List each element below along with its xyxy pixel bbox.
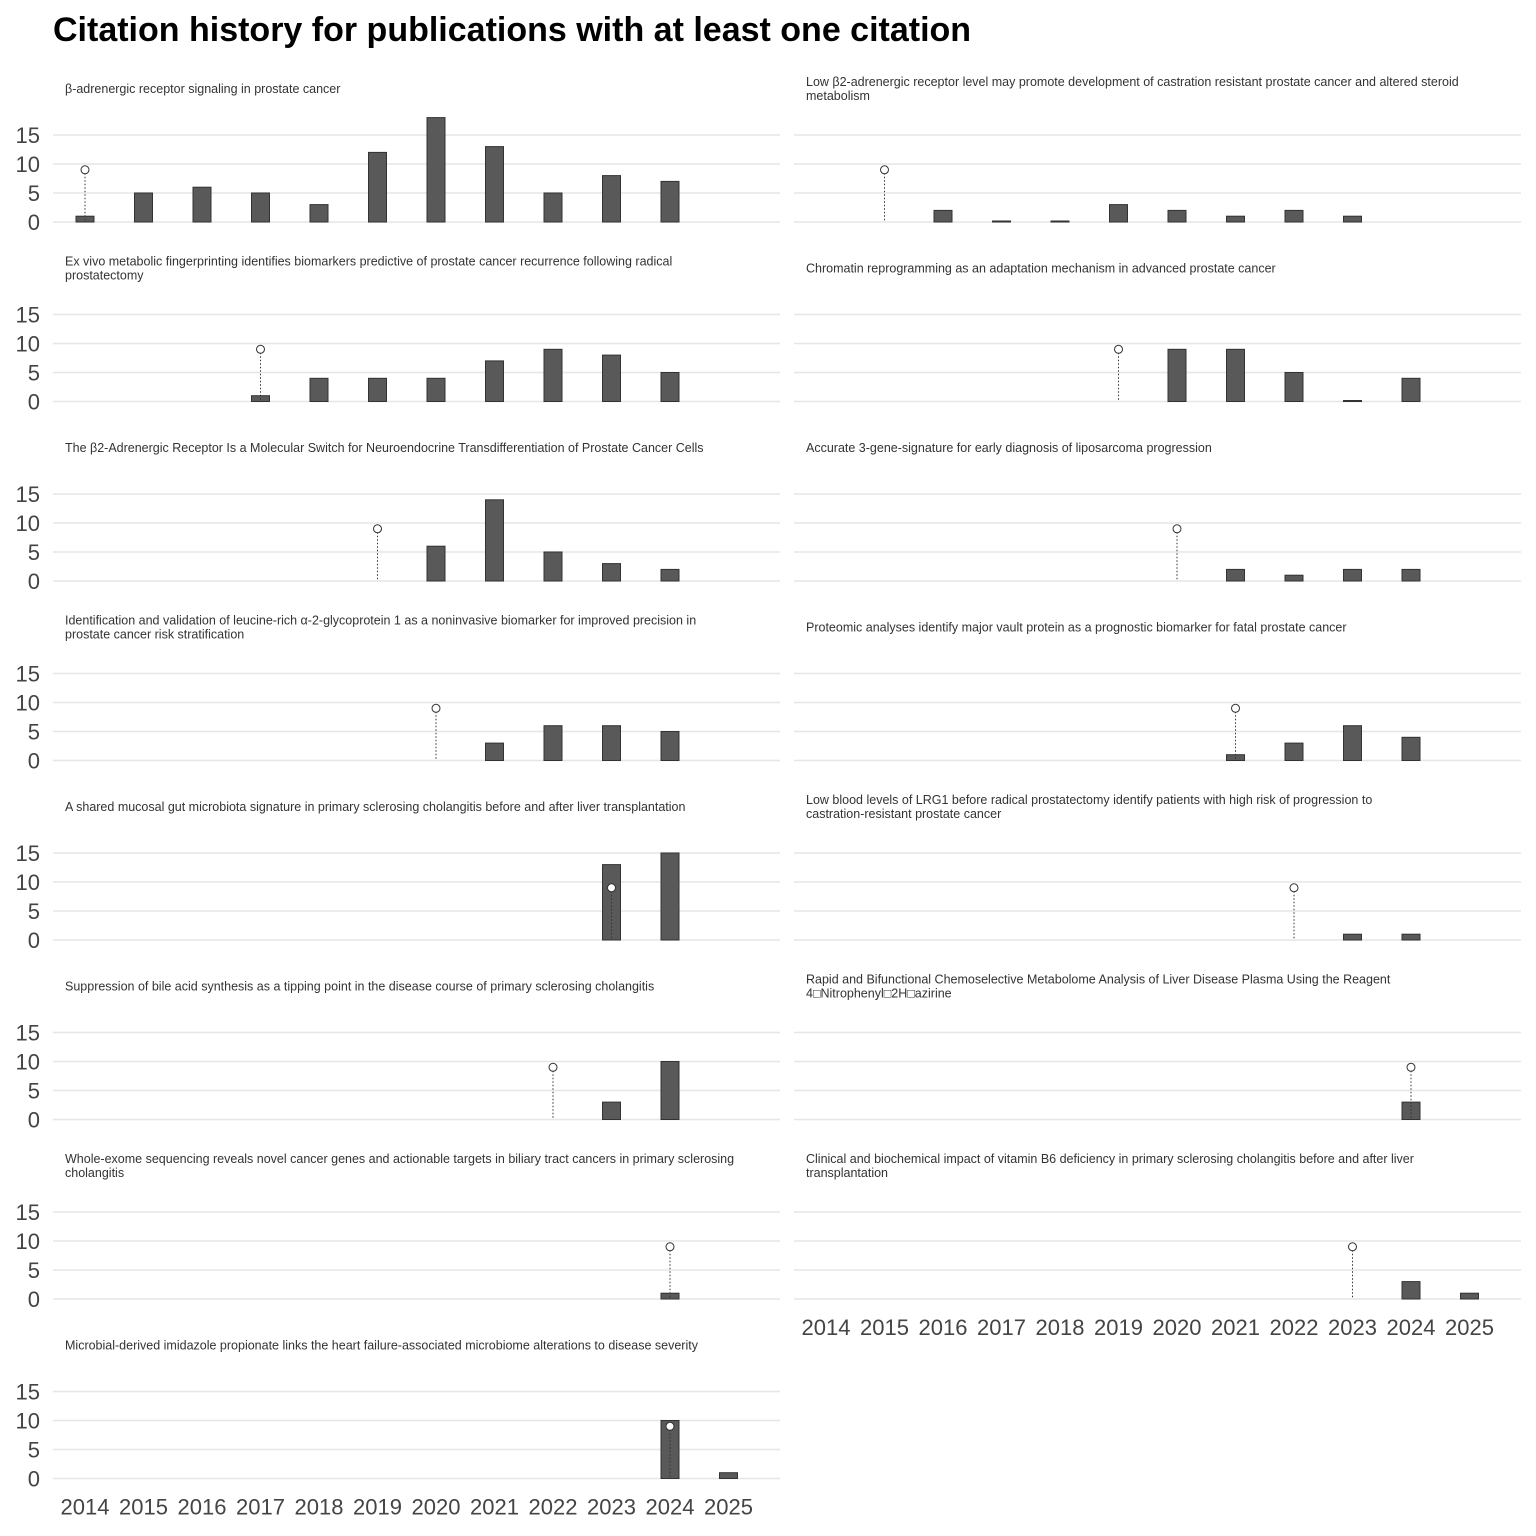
bar-2024 (1402, 934, 1420, 940)
bar-2024 (1402, 569, 1420, 581)
panel-title: Suppression of bile acid synthesis as a tipping point in the disease course of primary sclerosing cholangitis (65, 979, 655, 994)
bar-2023 (603, 726, 621, 761)
x-tick-label: 2020 (1152, 1315, 1202, 1340)
y-tick-label: 0 (27, 389, 40, 415)
x-tick-label: 2015 (860, 1315, 909, 1340)
x-tick-label: 2019 (353, 1494, 402, 1520)
bar-2015 (135, 193, 153, 222)
bar-2022 (544, 193, 562, 222)
panel-title: Chromatin reprogramming as an adaptation mechanism in advanced prostate cancer (806, 261, 1276, 276)
panel-8 (794, 621, 1521, 761)
y-tick-label: 5 (27, 1258, 40, 1283)
bar-2025 (1461, 1293, 1479, 1299)
x-tick-label: 2016 (177, 1494, 227, 1520)
bar-2023 (1344, 216, 1362, 222)
x-tick-label: 2020 (411, 1494, 461, 1520)
publication-marker (549, 1063, 557, 1071)
x-tick-label: 2025 (1445, 1315, 1494, 1340)
bar-2023 (603, 355, 621, 401)
panel-5 (16, 441, 780, 594)
y-tick-label: 10 (15, 1229, 40, 1254)
panel-title: prostate cancer risk stratification (65, 627, 245, 642)
y-tick-label: 10 (15, 690, 40, 716)
y-tick-label: 0 (27, 1466, 40, 1492)
panel-title: Proteomic analyses identify major vault protein as a prognostic biomarker for fatal prostate cancer (806, 620, 1347, 635)
bar-2017 (993, 221, 1011, 222)
x-tick-label: 2023 (1328, 1315, 1377, 1340)
y-tick-label: 5 (27, 899, 40, 924)
bar-2022 (1285, 210, 1303, 222)
panel-3 (16, 255, 780, 415)
y-tick-label: 10 (15, 331, 40, 357)
publication-marker (1232, 704, 1240, 712)
y-tick-label: 15 (15, 1200, 40, 1225)
panel-1 (16, 82, 780, 235)
y-tick-label: 0 (27, 928, 40, 953)
bar-2024 (661, 853, 679, 940)
bar-2018 (310, 378, 328, 401)
y-tick-label: 10 (15, 1049, 40, 1075)
bar-2024 (661, 373, 679, 402)
bar-2018 (1051, 221, 1069, 222)
bar-2024 (661, 181, 679, 222)
y-tick-label: 5 (27, 1078, 40, 1104)
bar-2023 (1344, 726, 1362, 761)
y-tick-label: 0 (27, 1107, 40, 1133)
x-tick-label: 2018 (294, 1494, 344, 1520)
bar-2024 (1402, 1282, 1420, 1299)
publication-marker (374, 525, 382, 533)
panel-12 (794, 973, 1521, 1120)
bar-2024 (1402, 378, 1420, 401)
bar-2019 (369, 152, 387, 222)
y-tick-label: 15 (15, 661, 40, 687)
publication-marker (666, 1243, 674, 1251)
panel-title: Identification and validation of leucine-rich α-2-glycoprotein 1 as a noninvasive biomarker for improved precision in (65, 613, 697, 628)
panel-title: A shared mucosal gut microbiota signature in primary sclerosing cholangitis before and after liver transplantation (65, 800, 686, 814)
publication-marker (1115, 345, 1123, 353)
panel-title: Ex vivo metabolic fingerprinting identifies biomarkers predictive of prostate cancer recurrence following radical (65, 254, 673, 269)
bar-2016 (193, 187, 211, 222)
panel-7 (16, 614, 780, 774)
bar-2024 (661, 732, 679, 761)
panel-10 (794, 793, 1521, 940)
bar-2024 (661, 569, 679, 581)
y-tick-label: 10 (15, 1408, 40, 1434)
panel-13 (16, 1152, 780, 1312)
y-tick-label: 0 (27, 569, 40, 594)
bar-2021 (486, 743, 504, 760)
bar-2022 (544, 552, 562, 581)
bar-2023 (603, 1102, 621, 1119)
publication-marker (608, 884, 616, 892)
bar-2020 (427, 378, 445, 401)
y-tick-label: 0 (27, 1287, 40, 1312)
x-tick-label: 2014 (801, 1315, 851, 1340)
y-tick-label: 5 (27, 540, 40, 565)
bar-2023 (603, 564, 621, 581)
panel-title: Low blood levels of LRG1 before radical prostatectomy identify patients with high risk of progression to (806, 793, 1373, 807)
x-tick-label: 2024 (1386, 1315, 1436, 1340)
panel-title: Rapid and Bifunctional Chemoselective Metabolome Analysis of Liver Disease Plasma Using the Reagent (806, 972, 1391, 987)
bar-2021 (486, 500, 504, 581)
x-tick-label: 2022 (1269, 1315, 1319, 1340)
x-tick-label: 2022 (528, 1494, 578, 1520)
x-tick-label: 2024 (645, 1494, 695, 1520)
bar-2023 (1344, 934, 1362, 940)
bar-2020 (427, 118, 445, 222)
x-tick-label: 2019 (1094, 1315, 1143, 1340)
panel-title: castration-resistant prostate cancer (806, 807, 1002, 821)
publication-marker (1173, 525, 1181, 533)
panel-title: prostatectomy (65, 268, 144, 283)
panel-title: Microbial-derived imidazole propionate links the heart failure-associated microbiome alterations to disease severity (65, 1338, 698, 1353)
chart-title: Citation history for publications with at least one citation (53, 11, 972, 49)
bar-2017 (252, 193, 270, 222)
bar-2020 (427, 546, 445, 581)
x-tick-label: 2018 (1035, 1315, 1085, 1340)
y-tick-label: 10 (15, 870, 40, 895)
panel-title: 4□Nitrophenyl□2H□azirine (806, 986, 952, 1001)
y-tick-label: 15 (15, 1020, 40, 1046)
panel-title: Whole-exome sequencing reveals novel cancer genes and actionable targets in biliary tract cancers in primary sclerosing (65, 1152, 735, 1166)
publication-marker (432, 704, 440, 712)
panel-title: Low β2-adrenergic receptor level may promote development of castration resistant prostate cancer and altered steroid (806, 75, 1459, 89)
bar-2020 (1168, 210, 1186, 222)
panel-title: cholangitis (65, 1166, 125, 1180)
publication-marker (666, 1422, 674, 1430)
y-tick-label: 0 (27, 748, 40, 774)
panel-title: The β2-Adrenergic Receptor Is a Molecular Switch for Neuroendocrine Transdifferentiation of Prostate Cancer Cells (65, 441, 704, 455)
panel-title: Accurate 3-gene-signature for early diagnosis of liposarcoma progression (806, 441, 1212, 455)
y-tick-label: 15 (15, 841, 40, 866)
bar-2022 (544, 726, 562, 761)
x-tick-label: 2017 (977, 1315, 1026, 1340)
publication-marker (881, 166, 889, 174)
panel-title: transplantation (806, 1166, 889, 1180)
x-tick-label: 2014 (60, 1494, 110, 1520)
bar-2021 (486, 361, 504, 402)
bar-2023 (1344, 401, 1362, 402)
bar-2022 (1285, 743, 1303, 760)
publication-marker (1349, 1243, 1357, 1251)
panel-2 (794, 75, 1521, 222)
panel-title: metabolism (806, 89, 870, 103)
panel-6 (794, 441, 1521, 581)
bar-2023 (1344, 569, 1362, 581)
publication-marker (1407, 1063, 1415, 1071)
panel-9 (16, 800, 780, 953)
x-tick-label: 2021 (470, 1494, 519, 1520)
y-tick-label: 5 (27, 181, 40, 206)
y-tick-label: 15 (15, 302, 40, 328)
panel-14 (794, 1152, 1521, 1340)
x-tick-label: 2016 (918, 1315, 968, 1340)
bar-2022 (544, 349, 562, 401)
x-tick-label: 2023 (587, 1494, 636, 1520)
publication-marker (1290, 884, 1298, 892)
bar-2022 (1285, 373, 1303, 402)
panel-4 (794, 262, 1521, 402)
x-tick-label: 2021 (1211, 1315, 1260, 1340)
panel-title: β-adrenergic receptor signaling in prostate cancer (65, 82, 341, 96)
x-tick-label: 2017 (236, 1494, 285, 1520)
y-tick-label: 15 (15, 123, 40, 148)
panel-15 (16, 1339, 780, 1520)
bar-2021 (1227, 569, 1245, 581)
bar-2021 (1227, 216, 1245, 222)
x-tick-label: 2015 (119, 1494, 168, 1520)
bar-2019 (369, 378, 387, 401)
bar-2025 (720, 1473, 738, 1479)
y-tick-label: 0 (27, 210, 40, 235)
bar-2019 (1110, 205, 1128, 222)
y-tick-label: 15 (15, 482, 40, 507)
y-tick-label: 5 (27, 1437, 40, 1463)
bar-2024 (661, 1062, 679, 1120)
panel-title: Clinical and biochemical impact of vitamin B6 deficiency in primary sclerosing cholangitis before and after liver (806, 1152, 1414, 1166)
bar-2018 (310, 205, 328, 222)
bar-2021 (1227, 349, 1245, 401)
y-tick-label: 10 (15, 511, 40, 536)
bar-2021 (486, 147, 504, 222)
y-tick-label: 10 (15, 152, 40, 177)
publication-marker (81, 166, 89, 174)
y-tick-label: 5 (27, 719, 40, 745)
x-tick-label: 2025 (704, 1494, 753, 1520)
panel-11 (16, 980, 780, 1133)
y-tick-label: 15 (15, 1379, 40, 1405)
panels (16, 75, 1521, 1520)
bar-2024 (1402, 737, 1420, 760)
bar-2022 (1285, 575, 1303, 581)
bar-2020 (1168, 349, 1186, 401)
bar-2016 (934, 210, 952, 222)
bar-2023 (603, 176, 621, 222)
y-tick-label: 5 (27, 360, 40, 386)
publication-marker (257, 345, 265, 353)
